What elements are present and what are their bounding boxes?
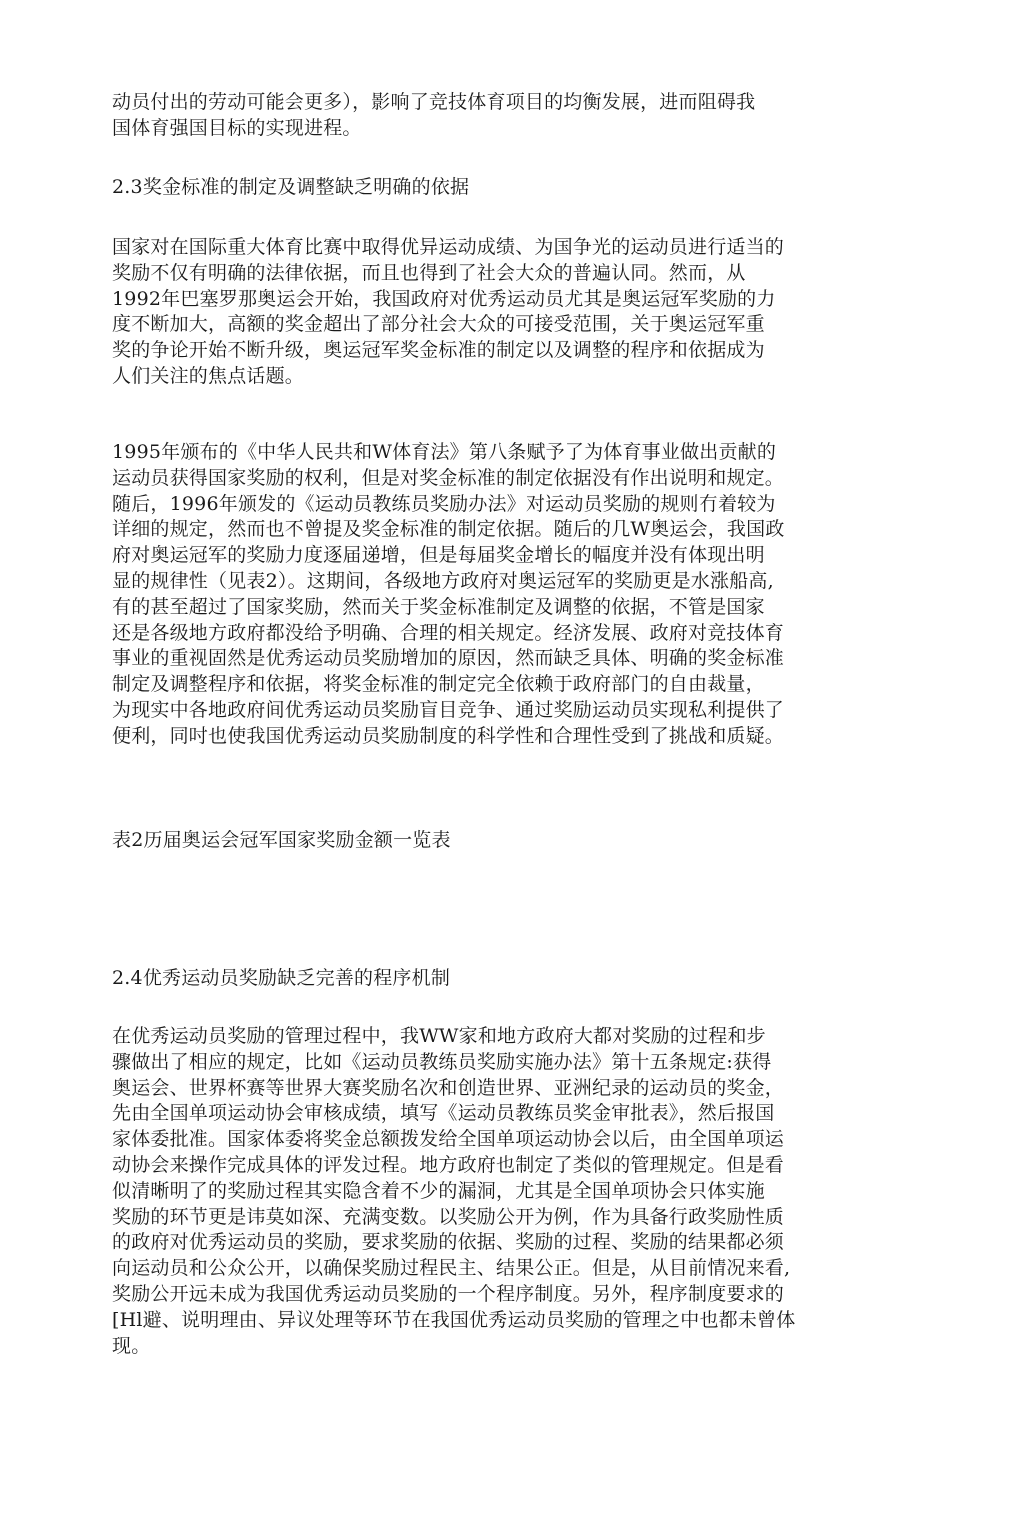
text-line: 有的甚至超过了国家奖励，然而关于奖金标准制定及调整的依据，不管是国家 (112, 595, 765, 618)
text-line: 奖励不仅有明确的法律依据，而且也得到了社会大众的普遍认同。然而，从 (112, 261, 746, 284)
table-caption (112, 828, 902, 854)
text-line: 详细的规定，然而也不曾提及奖金标准的制定依据。随后的几W奥运会，我国政 (112, 518, 785, 541)
text-line: 1995年颁布的《中华人民共和W体育法》第八条赋予了为体育事业做出贡献的 (112, 441, 777, 463)
text-line: 国体育强国目标的实现进程。 (112, 116, 362, 139)
text-line: 便利，同吋也使我国优秀运动员奖励制度的科学性和合理性受到了挑战和质疑。 (112, 724, 785, 747)
caption-text: 表2历届奥运会冠军国家奖励金额一览表 (112, 829, 451, 851)
text-line: 的政府对优秀运动员的奖励，要求奖励的依据、奖励的过程、奖励的结果都必须 (112, 1231, 785, 1254)
text-line: 动协会来操作完成具体的评发过程。地方政府也制定了类似的管理规定。但是看 (112, 1153, 785, 1176)
text-line: 事业的重视固然是优秀运动员奖励增加的原因，然而缺乏具体、明确的奖金标准 (112, 647, 785, 670)
text-line: 先由全国单项运动协会审核成绩，填写《运动员教练员奖金审批表》，然后报国 (112, 1102, 775, 1125)
paragraph-continuation (112, 90, 902, 142)
text-line: 运动员获得国家奖励的权利，但是对奖金标准的制定依据没有作出说明和规定。 (112, 466, 785, 489)
heading-text: 2.4优秀运动员奖励缺乏完善的程序机制 (112, 967, 451, 989)
text-line: 奥运会、世界杯赛等世界大赛奖励名次和创造世界、亚洲纪录的运动员的奖金， (112, 1076, 785, 1099)
text-line: 1992年巴塞罗那奥运会开始，我国政府对优秀运动员尤其是奥运冠军奖励的力 (112, 287, 776, 310)
text-line: 家体委批准。国家体委将奖金总额拨发给全国单项运动协会以后，由全国单项运 (112, 1128, 785, 1151)
text-line: 骤做出了相应的规定，比如《运动员教练员奖励实施办法》第十五条规定:获得 (112, 1050, 772, 1073)
paragraph-3 (112, 1024, 902, 1359)
text-line: 奖励公开远未成为我国优秀运动员奖励的一个程序制度。另外，程序制度要求的 (112, 1282, 785, 1305)
text-line: 度不断加大，高额的奖金超出了部分社会大众的可接受范围，关于奥运冠军重 (112, 313, 765, 336)
text-line: 向运动员和公众公开，以确保奖励过程民主、结果公正。但是，从目前情况来看, (112, 1257, 791, 1280)
text-line: 似清晰明了的奖励过程其实隐含着不少的漏洞，尤其是全国单项协会只体实施 (112, 1179, 765, 1202)
text-line: 制定及调整程序和依据，将奖金标准的制定完全依赖于政府部门的自由裁量， (112, 673, 765, 696)
text-line: 还是各级地方政府都没给予明确、合理的相关规定。经济发展、政府对竞技体育 (112, 621, 785, 644)
paragraph-2 (112, 440, 902, 750)
text-line: 奖励的环节更是讳莫如深、充满变数。以奖励公开为例，作为具备行政奖励性质 (112, 1205, 785, 1228)
text-line: 显的规律性（见表2）。这期间，各级地方政府对奥运冠军的奖励更是水涨船高, (112, 569, 774, 592)
text-line: 现。 (112, 1334, 151, 1357)
text-line: 随后，1996年颁发的《运动员教练员奖励办法》对运动员奖励的规则冇着较为 (112, 492, 776, 515)
text-line: 国家对在国际重大体育比赛中取得优异运动成绩、为国争光的运动员进行适当的 (112, 236, 785, 258)
section-heading-2-4 (112, 966, 902, 992)
heading-text: 2.3奖金标准的制定及调整缺乏明确的依据 (112, 176, 470, 198)
section-heading-2-3 (112, 175, 902, 201)
text-line: [Hl避、说明理由、异议处理等环节在我国优秀运动员奖励的管理之中也都未曾体 (112, 1308, 796, 1331)
text-line: 府对奥运冠军的奖励力度逐届递增，但是每届奖金增长的幅度并没有体现出明 (112, 544, 765, 567)
text-line: 在优秀运动员奖励的管理过程中，我WW家和地方政府大都对奖励的过程和步 (112, 1025, 766, 1047)
paragraph-1 (112, 235, 902, 390)
text-line: 奖的争论开始不断升级，奥运冠军奖金标准的制定以及调整的程序和依据成为 (112, 339, 765, 362)
text-line: 为现实中各地政府间优秀运动员奖励盲目竞争、通过奖励运动员实现私利提供了 (112, 698, 785, 721)
text-line: 人们关注的焦点话题。 (112, 364, 305, 387)
text-line: 动员付出的劳动可能会更多），影响了竞技体育项目的均衡发展，进而阻碍我 (112, 91, 756, 113)
